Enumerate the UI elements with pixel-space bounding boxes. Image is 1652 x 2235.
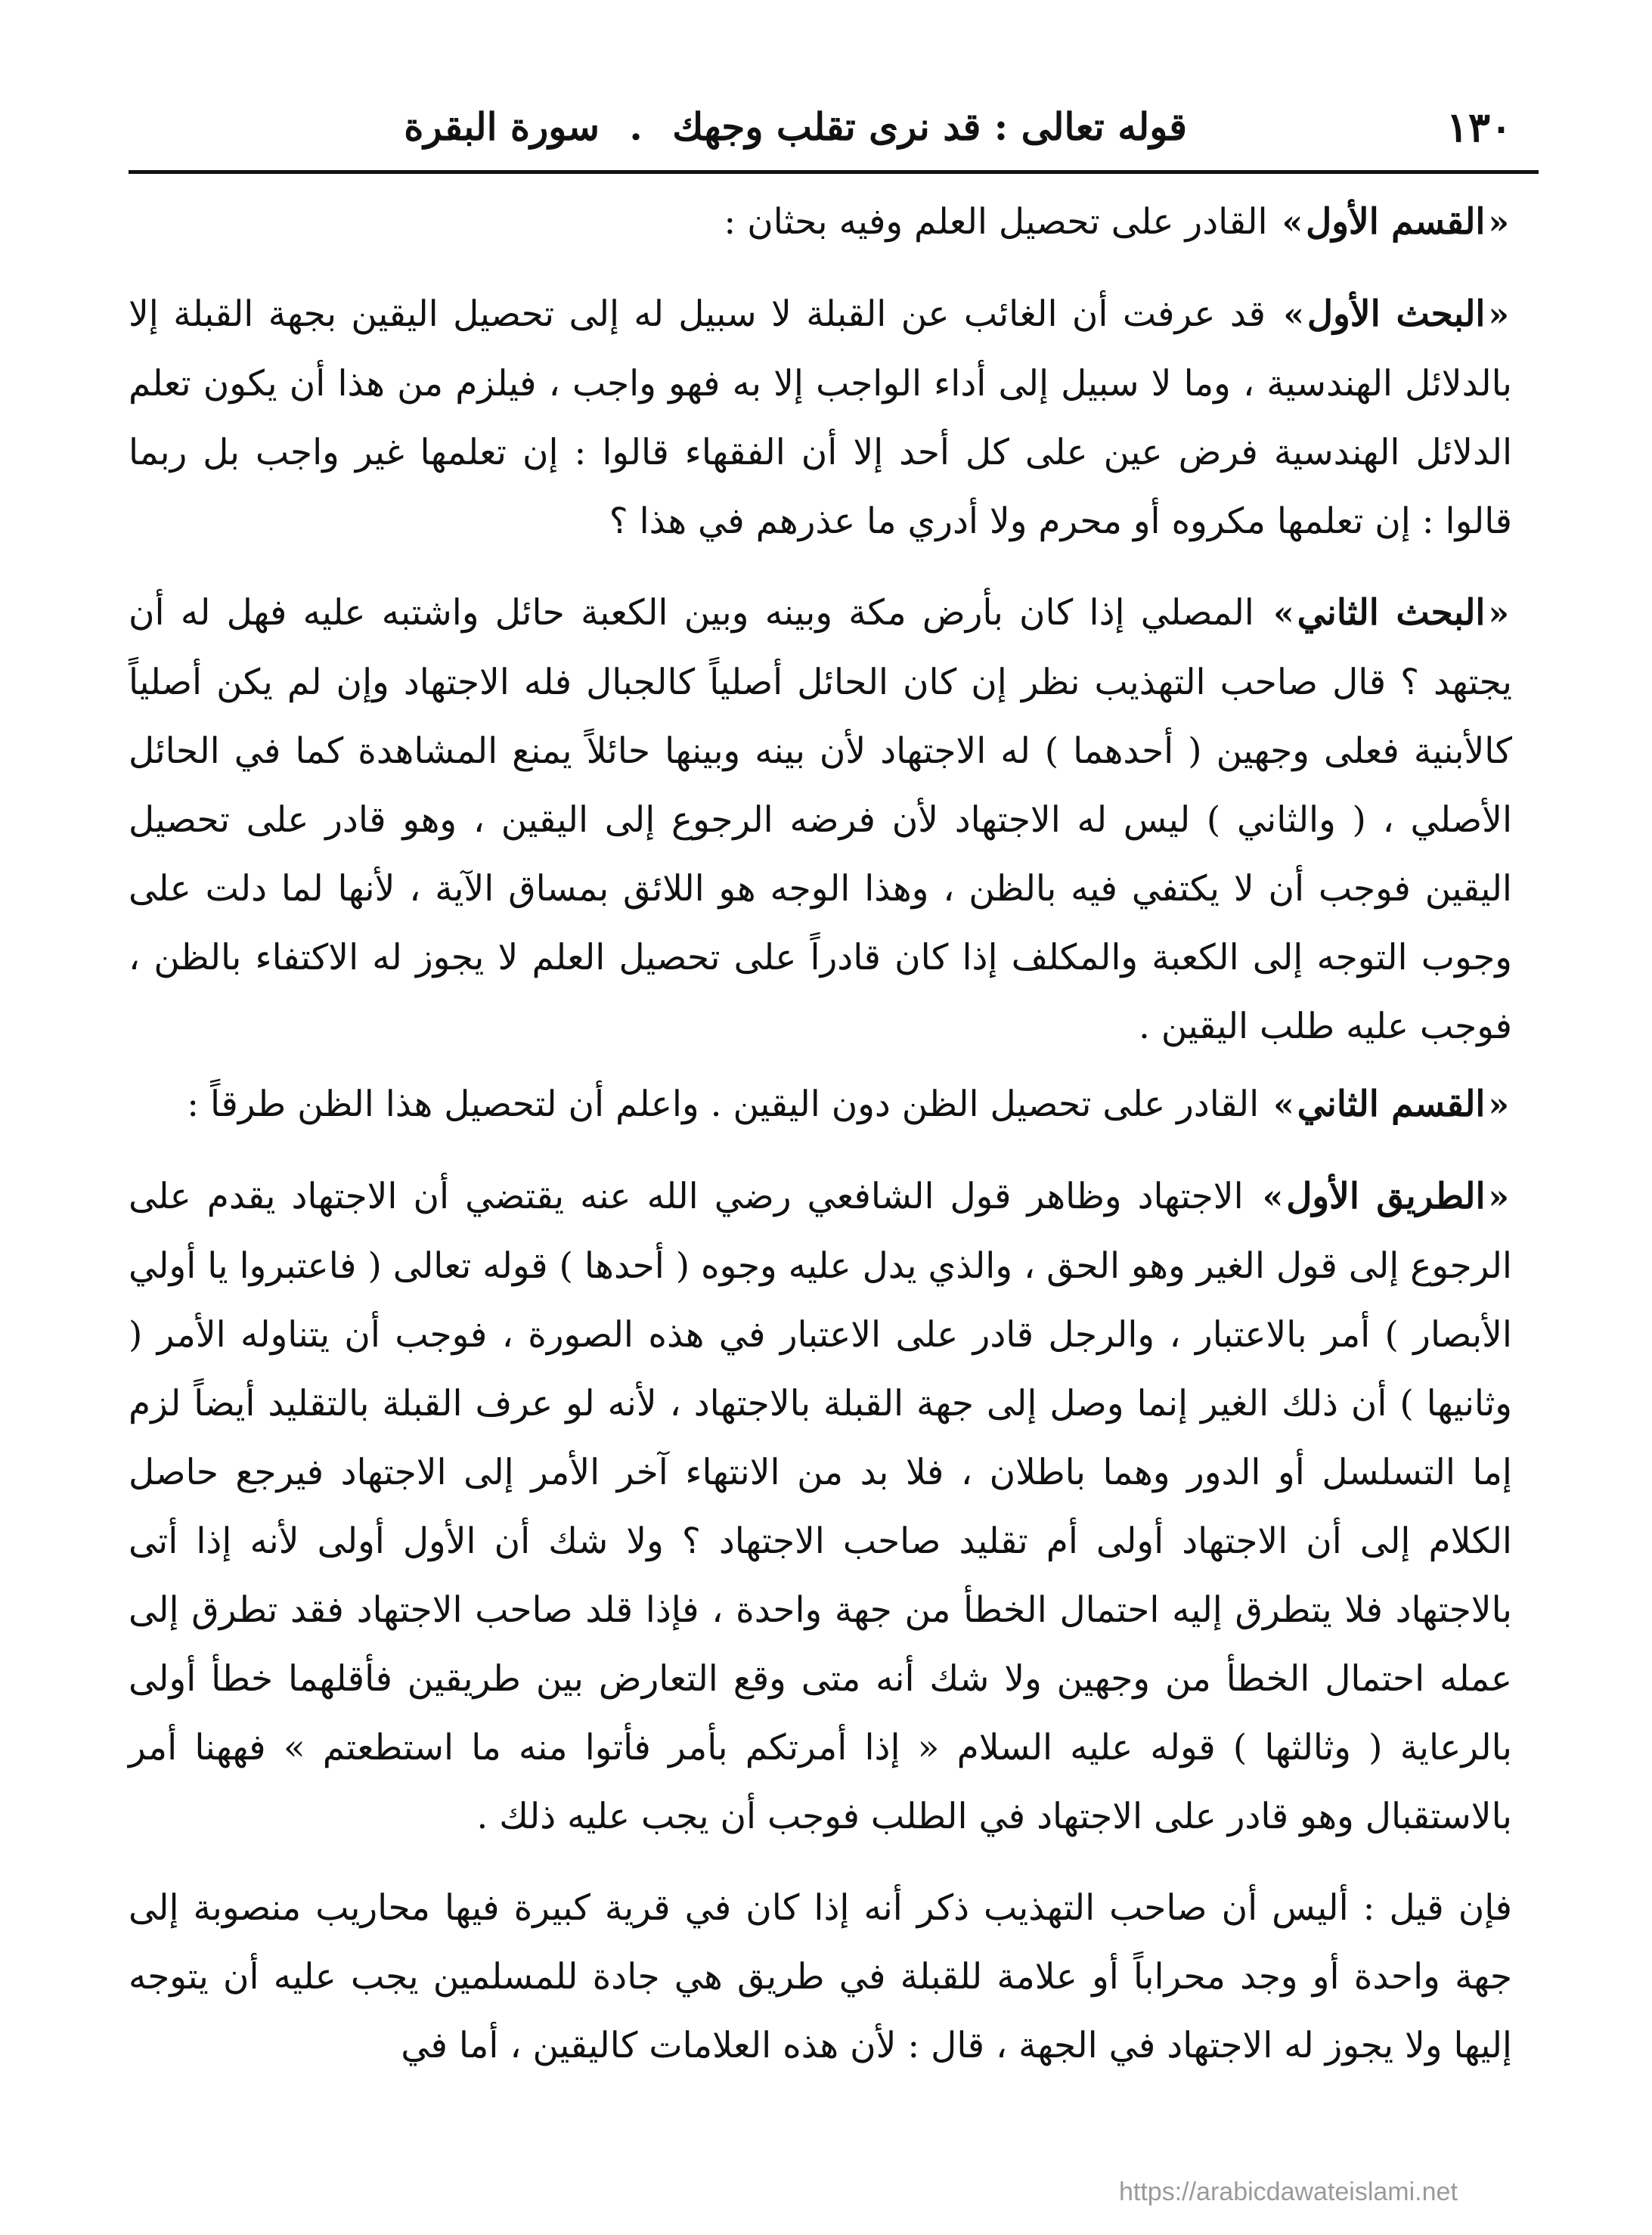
section-heading: «الطريق الأول»: [1260, 1176, 1512, 1217]
section-heading: «القسم الأول»: [1279, 201, 1512, 243]
header-separator: .: [629, 104, 643, 149]
section-heading: «القسم الثاني»: [1270, 1083, 1512, 1125]
header-rule: [129, 170, 1539, 174]
page-number: ١٣٠: [1446, 103, 1512, 151]
paragraph-text: الاجتهاد وظاهر قول الشافعي رضي الله عنه يقتضي أن الاجتهاد يقدم على الرجوع إلى قول الغير وهو الحق ، والذي يدل عليه وجوه ( أحدها ) قوله تعالى ( فاعتبروا يا أولي الأبصار ) أمر بالاعتبار ، والرجل قادر على الاعتبار في هذه الصورة ، فوجب أن يتناوله الأمر ( وثانيها ) أن ذلك الغير إنما وصل إلى جهة القبلة بالاجتهاد ، لأنه لو عرف القبلة بالتقليد أيضاً لزم إما التسلسل أو الدور وهما باطلان ، فلا بد من الانتهاء آخر الأمر إلى الاجتهاد فيرجع حاصل الكلام إلى أن الاجتهاد أولى أم تقليد صاحب الاجتهاد ؟ ولا شك أن الأول أولى لأنه إذا أتى بالاجتهاد فلا يتطرق إليه احتمال الخطأ من جهة واحدة ، فإذا قلد صاحب الاجتهاد فقد تطرق إلى عمله احتمال الخطأ من وجهين ولا شك أنه متى وقع التعارض بين طريقين فأقلهما خطأ أولى بالرعاية ( وثالثها ) قوله عليه السلام « إذا أمرتكم بأمر فأتوا منه ما استطعتم » فههنا أمر بالاستقبال وهو قادر على الاجتهاد في الطلب فوجب أن يجب عليه ذلك .: [129, 1176, 1513, 1837]
paragraph-text: القادر على تحصيل الظن دون اليقين . واعلم أن لتحصيل هذا الظن طرقاً :: [187, 1083, 1260, 1125]
ornament-open: «: [1488, 296, 1509, 334]
paragraph-section-two: [129, 1070, 1512, 1139]
ornament-open: «: [1488, 1178, 1510, 1217]
ornament-open: «: [1488, 1086, 1509, 1124]
paragraph-text: المصلي إذا كان بأرض مكة وبينه وبين الكعبة حائل واشتبه عليه فهل له أن يجتهد ؟ قال صاحب التهذيب نظر إن كان الحائل أصلياً كالجبال فله الاجتهاد وإن لم يكن أصلياً كالأبنية فعلى وجهين ( أحدهما ) له الاجتهاد لأن بينه وبينها حائلاً يمنع المشاهدة كما في الحائل الأصلي ، ( والثاني ) ليس له الاجتهاد لأن فرضه الرجوع إلى اليقين ، وهو قادر على تحصيل اليقين فوجب أن لا يكتفي فيه بالظن ، وهذا الوجه هو اللائق بمساق الآية ، لأنها لما دلت على وجوب التوجه إلى الكعبة والمكلف إذا كان قادراً على تحصيل العلم لا يجوز له الاكتفاء بالظن ، فوجب عليه طلب اليقين .: [129, 592, 1512, 1047]
ornament-close: »: [1262, 1178, 1284, 1217]
watermark-url: https://arabicdawateislami.net: [1119, 2178, 1458, 2206]
paragraph-text: قد عرفت أن الغائب عن القبلة لا سبيل له إلى تحصيل اليقين بجهة القبلة إلا بالدلائل الهندسية ، وما لا سبيل إلى أداء الواجب إلا به فهو واجب ، فيلزم من هذا أن يكون تعلم الدلائل الهندسية فرض عين على كل أحد إلا أن الفقهاء قالوا : إن تعلمها غير واجب بل ربما قالوا : إن تعلمها مكروه أو محرم ولا أدري ما عذرهم في هذا ؟: [129, 293, 1512, 542]
paragraph-section-one: [129, 188, 1512, 257]
ornament-close: »: [1283, 296, 1304, 334]
page-header: [129, 97, 1512, 165]
ornament-close: »: [1273, 594, 1294, 633]
section-heading: «البحث الثاني»: [1270, 592, 1512, 634]
ornament-open: «: [1488, 203, 1509, 242]
paragraph-first-method: [129, 1162, 1512, 1851]
running-head: [404, 97, 1187, 157]
paragraph-second-inquiry: [129, 578, 1512, 1061]
section-heading: «البحث الأول»: [1280, 293, 1512, 335]
paragraph-text: فإن قيل : أليس أن صاحب التهذيب ذكر أنه إذا كان في قرية كبيرة فيها محاريب منصوبة إلى جهة واحدة أو وجد محراباً أو علامة للقبلة في طريق هي جادة للمسلمين يجب عليه أن يتوجه إليها ولا يجوز له الاجتهاد في الجهة ، قال : لأن هذه العلامات كاليقين ، أما في: [129, 1887, 1512, 2066]
running-head-verse: قوله تعالى : قد نرى تقلب وجهك: [672, 104, 1187, 149]
body-text: [129, 188, 1512, 2089]
ornament-open: «: [1488, 594, 1509, 633]
ornament-close: »: [1282, 203, 1303, 242]
paragraph-text: القادر على تحصيل العلم وفيه بحثان :: [724, 201, 1268, 243]
paragraph-objection: [129, 1874, 1512, 2080]
paragraph-first-inquiry: [129, 280, 1512, 556]
surah-label: سورة البقرة: [404, 104, 600, 149]
ornament-close: »: [1273, 1086, 1294, 1124]
